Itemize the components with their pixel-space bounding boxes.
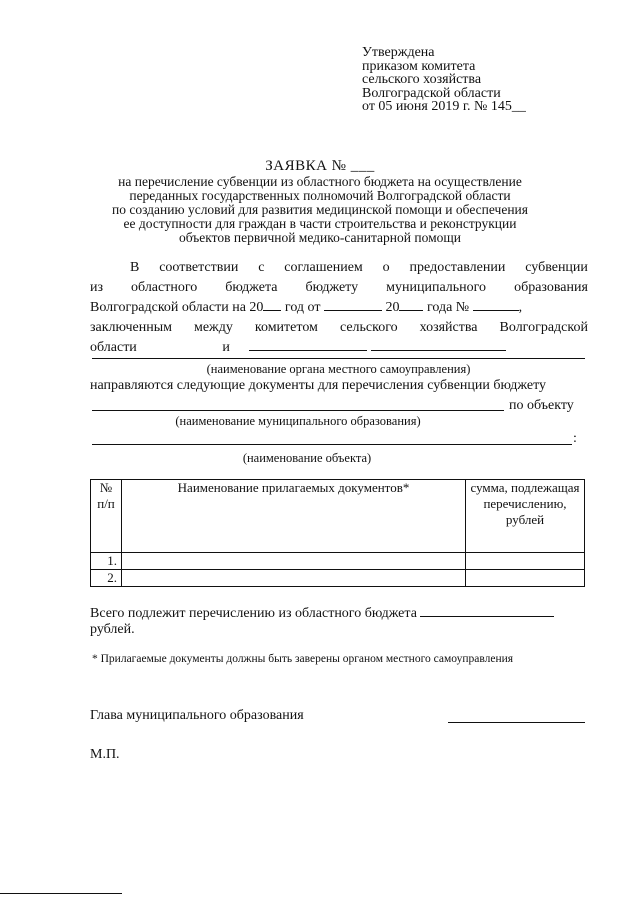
text: 20	[385, 300, 400, 315]
approval-line: приказом комитета	[362, 58, 476, 74]
word: соглашением	[284, 260, 363, 275]
documents-table	[90, 479, 585, 587]
caption-municipal: (наименование муниципального образования)	[175, 414, 421, 428]
word: муниципального	[386, 280, 487, 295]
word: бюджету	[305, 280, 359, 295]
total-rubles: рублей.	[90, 622, 135, 637]
total-amount-blank	[420, 604, 554, 617]
title-line: переданных государственных полномочий Волгоградской области	[129, 188, 511, 203]
word: о	[382, 260, 390, 275]
word: образования	[514, 280, 588, 295]
table-row	[91, 553, 585, 570]
total-text: Всего подлежит перечислению из областного бюджета	[90, 606, 417, 621]
municipal-blank	[92, 410, 504, 411]
row-number: 2.	[91, 570, 122, 587]
word: областного	[131, 280, 198, 295]
word: заключенным	[90, 320, 172, 335]
word: хозяйства	[419, 320, 478, 335]
title-line: объектов первичной медико-санитарной помощи	[179, 230, 461, 245]
text: года №	[426, 300, 470, 315]
party-blank-1	[249, 338, 367, 351]
word: предоставлении	[409, 260, 506, 275]
comma: ,	[518, 300, 523, 315]
date-blank	[324, 298, 382, 311]
row-number: 1.	[91, 553, 122, 570]
title-line: по созданию условий для развития медицинской помощи и обеспечения	[112, 202, 528, 217]
header-document-name: Наименование прилагаемых документов*	[122, 480, 466, 553]
word: соответствии	[159, 260, 239, 275]
approval-line: Волгоградской области	[362, 85, 501, 101]
title-line: на перечисление субвенции из областного бюджета на осуществление	[118, 174, 522, 189]
text: год от	[284, 300, 321, 315]
approval-line: Утверждена	[362, 45, 435, 60]
row-sum	[466, 553, 585, 570]
stamp-label: М.П.	[90, 747, 120, 762]
row-sum	[466, 570, 585, 587]
agreement-number-blank	[473, 298, 519, 311]
word: субвенции	[525, 260, 588, 275]
row-document	[122, 570, 466, 587]
paragraph	[90, 258, 588, 358]
approval-date-line: от 05 июня 2019 г. № 145__	[362, 99, 526, 114]
word: В	[130, 260, 140, 275]
table-header-row	[91, 480, 585, 553]
footnote: * Прилагаемые документы должны быть заверены органом местного самоуправления	[92, 653, 514, 665]
word: с	[258, 260, 265, 275]
paragraph-line-5	[90, 338, 588, 358]
title-line: ее доступности для граждан в части строительства и реконструкции	[123, 216, 517, 231]
object-blank	[92, 444, 572, 445]
word: между	[193, 320, 233, 335]
text: Волгоградской области на 20	[90, 300, 264, 315]
local-gov-blank	[92, 358, 585, 359]
document-title	[80, 158, 560, 245]
header-sum: сумма, подлежащая перечислению, рублей	[466, 480, 585, 553]
approval-block	[362, 46, 526, 114]
by-object-label: по объекту	[509, 398, 574, 413]
text: области	[90, 340, 137, 355]
colon: :	[573, 431, 577, 446]
paragraph-line-3	[90, 298, 588, 318]
party-blank-2	[371, 338, 506, 351]
year-blank-2	[399, 298, 423, 311]
title-heading: ЗАЯВКА № ___	[265, 158, 375, 174]
caption-local-gov: (наименование органа местного самоуправления)	[206, 362, 471, 376]
approval-line: сельского хозяйства	[362, 72, 482, 87]
caption-object: (наименование объекта)	[242, 451, 372, 465]
row-document	[122, 553, 466, 570]
word: комитетом	[254, 320, 318, 335]
word: сельского	[339, 320, 398, 335]
paragraph-line-2	[90, 278, 588, 298]
footer-rule	[0, 893, 122, 894]
word: бюджета	[225, 280, 278, 295]
send-line: направляются следующие документы для перечисления субвенции бюджету	[90, 378, 547, 393]
word: Волгоградской	[499, 320, 588, 335]
header-number: № п/п	[91, 480, 122, 553]
signature-label: Глава муниципального образования	[90, 708, 304, 723]
total-line	[90, 604, 588, 622]
table-row	[91, 570, 585, 587]
word: из	[90, 280, 104, 295]
paragraph-line-1	[90, 258, 588, 278]
signature-blank	[448, 722, 585, 723]
paragraph-line-4	[90, 318, 588, 338]
text: и	[222, 340, 230, 355]
year-blank	[263, 298, 281, 311]
